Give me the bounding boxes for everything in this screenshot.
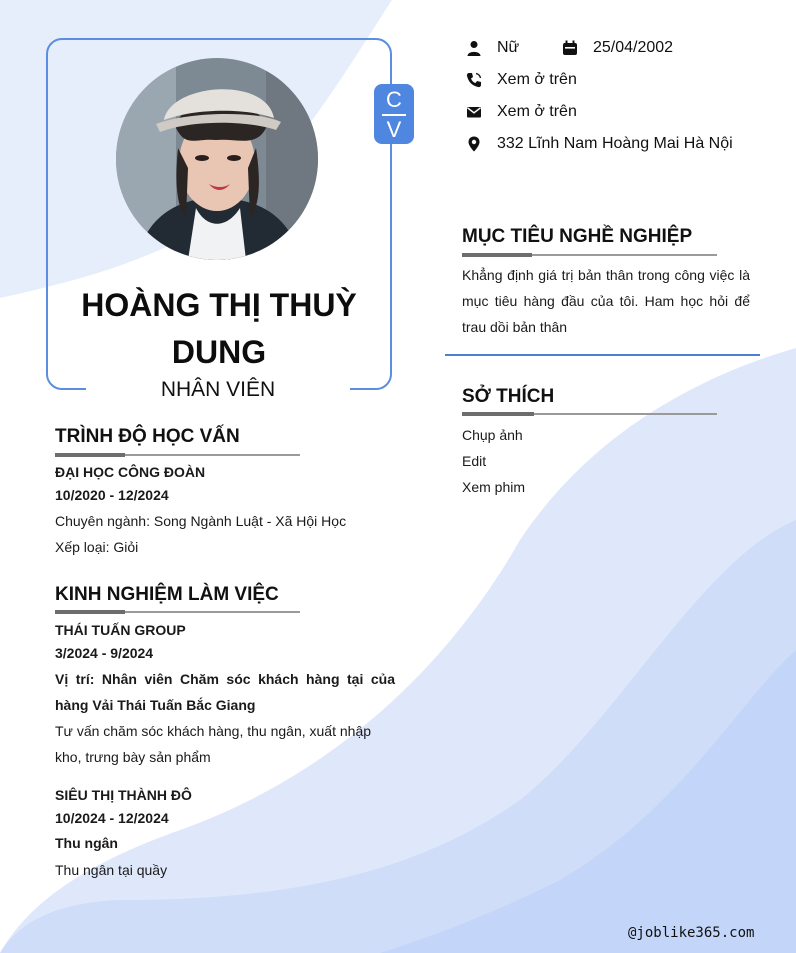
portrait-illustration xyxy=(116,58,318,260)
profile-photo xyxy=(116,58,318,260)
address-row xyxy=(466,133,733,155)
job-company: THÁI TUẤN GROUP xyxy=(55,622,186,638)
cv-badge-top: C xyxy=(386,87,402,112)
mail-icon xyxy=(466,104,482,120)
hobby-item: Edit xyxy=(462,453,487,469)
objective-rule xyxy=(462,254,717,256)
cv-badge-bottom: V xyxy=(386,117,402,142)
job-period: 3/2024 - 9/2024 xyxy=(55,645,154,661)
job-position: NHÂN VIÊN xyxy=(86,376,350,404)
job-role: Thu ngân xyxy=(55,835,118,851)
experience-title: KINH NGHIỆM LÀM VIỆC xyxy=(55,584,279,605)
phone-value[interactable]: Xem ở trên xyxy=(497,71,577,88)
job-description: Tư vấn chăm sóc khách hàng, thu ngân, xuất nhập kho, trưng bày sản phẩm xyxy=(55,723,372,765)
hobby-item: Chụp ảnh xyxy=(462,427,523,443)
birthday-row xyxy=(562,37,673,59)
address-value: 332 Lĩnh Nam Hoàng Mai Hà Nội xyxy=(497,135,733,152)
objective-text: Khẳng định giá trị bản thân trong công việc là mục tiêu hàng đầu của tôi. Ham học hỏi để trau dồi bản thân xyxy=(462,267,750,335)
full-name: HOÀNG THỊ THUỲ DUNG xyxy=(81,287,357,370)
job-role: Vị trí: Nhân viên Chăm sóc khách hàng tại của hàng Vải Thái Tuấn Bắc Giang xyxy=(55,671,395,713)
job-period: 10/2024 - 12/2024 xyxy=(55,810,169,826)
cv-badge xyxy=(374,84,414,144)
user-icon xyxy=(466,40,482,56)
objective-title: MỤC TIÊU NGHỀ NGHIỆP xyxy=(462,226,693,247)
education-grade: Xếp loại: Giỏi xyxy=(55,539,139,555)
job-company: SIÊU THỊ THÀNH ĐÔ xyxy=(55,787,192,803)
birthday-value: 25/04/2002 xyxy=(593,39,674,56)
gender-row xyxy=(466,37,519,59)
hobbies-title: SỞ THÍCH xyxy=(462,386,555,407)
phone-icon xyxy=(466,72,482,88)
cv-badge-divider xyxy=(382,114,406,116)
hobbies-rule xyxy=(462,413,717,415)
experience-rule xyxy=(55,611,300,613)
email-value[interactable]: Xem ở trên xyxy=(497,103,577,120)
section-divider xyxy=(445,354,760,356)
education-period: 10/2020 - 12/2024 xyxy=(55,487,169,503)
education-rule xyxy=(55,454,300,456)
location-icon xyxy=(466,136,482,152)
email-row xyxy=(466,101,577,123)
calendar-icon xyxy=(562,40,578,56)
education-major: Chuyên ngành: Song Ngành Luật - Xã Hội Học xyxy=(55,513,347,529)
phone-row xyxy=(466,69,577,91)
job-description: Thu ngân tại quầy xyxy=(55,862,168,878)
education-title: TRÌNH ĐỘ HỌC VẤN xyxy=(55,426,240,447)
gender-value: Nữ xyxy=(497,39,520,56)
school-name: ĐẠI HỌC CÔNG ĐOÀN xyxy=(55,464,206,480)
hobby-item: Xem phim xyxy=(462,479,526,495)
watermark: @joblike365.com xyxy=(628,925,755,941)
